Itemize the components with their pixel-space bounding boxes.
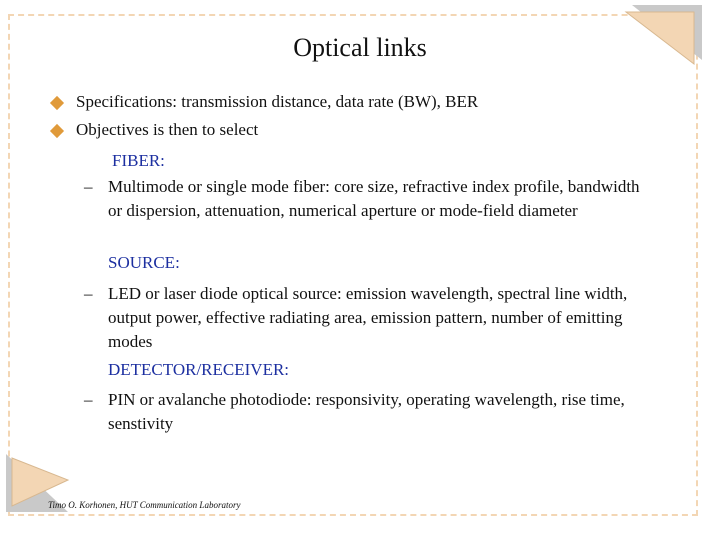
detector-details [84,388,654,436]
dash-marker: – [84,390,93,409]
fiber-text: Multimode or single mode fiber: core size, refractive index profile, bandwidth or dispersion, attenuation, numerical aperture or mode-field diameter [108,177,640,220]
source-details [84,282,654,354]
dash-marker: – [84,284,93,303]
slide-footer: Timo O. Korhonen, HUT Communication Laboratory [48,500,241,510]
heading-source: SOURCE: [108,253,180,272]
slide-title: Optical links [293,33,427,62]
heading-detector-receiver: DETECTOR/RECEIVER: [108,360,290,379]
detector-text: PIN or avalanche photodiode: responsivity, operating wavelength, rise time, senstivity [108,390,625,433]
bullet-text: Specifications: transmission distance, data rate (BW), BER [76,92,479,111]
dash-marker: – [84,177,93,196]
heading-fiber: FIBER: [112,151,165,170]
fiber-details [84,175,654,223]
bullet-text: Objectives is then to select [76,120,259,139]
source-text: LED or laser diode optical source: emission wavelength, spectral line width, output power, effective radiating area, emission pattern, number of emitting modes [108,284,628,351]
